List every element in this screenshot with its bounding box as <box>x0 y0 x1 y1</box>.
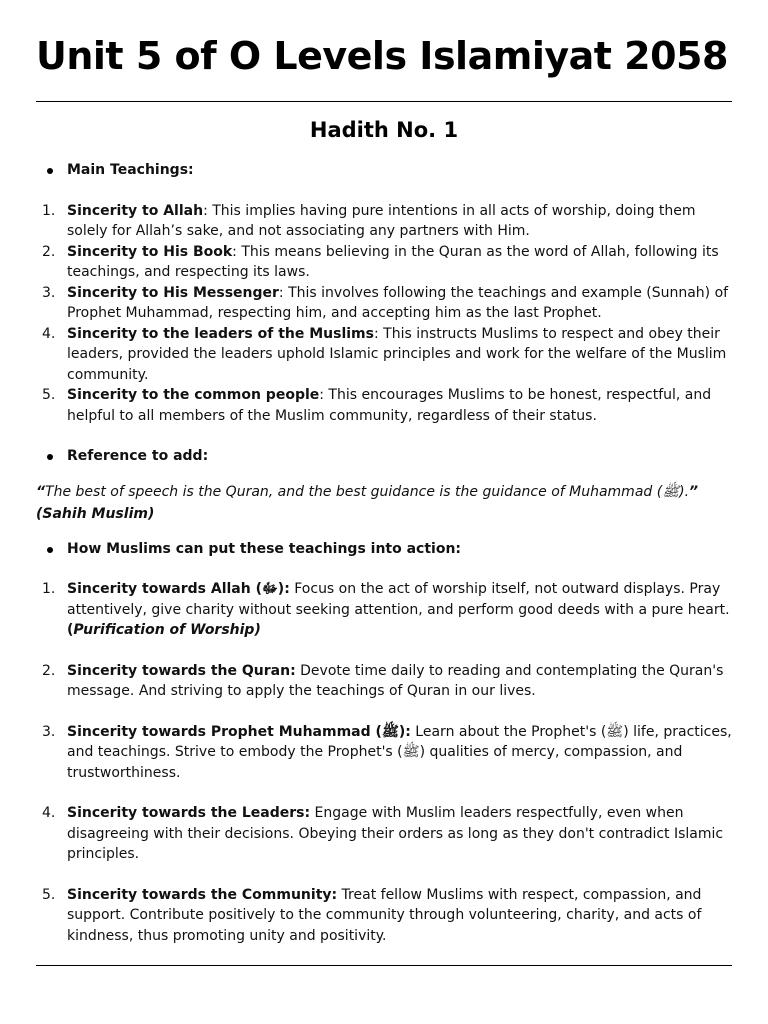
bullet-icon <box>47 454 53 460</box>
item-text: Engage with Muslim leaders respectfully, even when disagreeing with their decisions. Obeying their orders as long as they don't contradict Islamic principles. <box>67 805 724 862</box>
item-bold-lead: Sincerity to the common people <box>67 387 320 403</box>
item-bold-lead: Sincerity to Allah <box>67 202 204 219</box>
hadith-quote <box>36 481 736 525</box>
item-bold-lead: Sincerity towards the Quran: <box>67 662 296 679</box>
section-heading: Reference to add: <box>67 448 209 464</box>
section-heading: How Muslims can put these teachings into action: <box>67 540 462 557</box>
list-item <box>36 385 736 426</box>
item-number: 5. <box>42 387 56 403</box>
item-text: Treat fellow Muslims with respect, compassion, and support. Contribute positively to the community through volunteering, charity, and acts of kindness, thus promoting unity and positivity. <box>67 886 702 944</box>
list-item <box>36 661 736 702</box>
section-heading: Main Teachings: <box>67 162 194 178</box>
item-text: : This implies having pure intentions in all acts of worship, doing them solely for Allah’s sake, and not associating any partners with Him. <box>67 202 696 239</box>
item-number: 4. <box>42 805 56 821</box>
item-number: 2. <box>42 243 56 260</box>
quote-open-mark: “ <box>36 483 46 500</box>
item-text: Devote time daily to reading and contemplating the Quran's message. And striving to apply the teachings of Quran in our lives. <box>67 662 724 699</box>
page-title: Unit 5 of O Levels Islamiyat 2058 <box>36 34 728 78</box>
list-item <box>36 242 736 283</box>
list-item <box>36 885 736 947</box>
teachings-list <box>36 201 736 427</box>
item-text: : This instructs Muslims to respect and obey their leaders, provided the leaders uphold Islamic principles and work for the welfare of the Muslim community. <box>67 325 727 383</box>
item-number: 4. <box>42 325 56 342</box>
item-number: 3. <box>42 723 56 740</box>
list-item <box>36 579 736 641</box>
actions-list <box>36 579 736 946</box>
item-number: 1. <box>42 202 56 219</box>
bullet-icon <box>47 168 53 174</box>
bottom-divider <box>36 965 732 966</box>
item-text: Focus on the act of worship itself, not outward displays. Pray attentively, give charity without seeking attention, and perform good deeds with a pure heart. <box>67 581 730 618</box>
item-number: 1. <box>42 581 56 597</box>
content-body <box>36 160 736 946</box>
item-bold-lead: Sincerity towards Prophet Muhammad (ﷺ): <box>67 723 411 740</box>
item-note: Purification of Worship) <box>73 622 261 638</box>
top-divider <box>36 101 732 102</box>
section-main-teachings <box>36 160 736 181</box>
list-item <box>36 803 736 865</box>
item-number: 5. <box>42 886 56 903</box>
section-reference <box>36 446 736 467</box>
item-number: 3. <box>42 284 56 301</box>
item-bold-lead: Sincerity towards the Community: <box>67 886 338 903</box>
item-text: : This means believing in the Quran as the word of Allah, following its teachings, and respecting its laws. <box>67 243 719 280</box>
bullet-icon <box>47 547 53 553</box>
quote-source: (Sahih Muslim) <box>36 505 155 522</box>
list-item <box>36 201 736 242</box>
list-item <box>36 722 736 784</box>
quote-text: The best of speech is the Quran, and the best guidance is the guidance of Muhammad (ﷺ). <box>45 483 690 500</box>
item-bold-lead: Sincerity towards Allah (ﷻ): <box>67 581 290 597</box>
section-action <box>36 539 736 560</box>
item-text: : This involves following the teachings and example (Sunnah) of Prophet Muhammad, respecting him, and accepting him as the last Prophet. <box>67 284 729 321</box>
item-bold-lead: Sincerity to the leaders of the Muslims <box>67 325 374 342</box>
item-number: 2. <box>42 662 56 679</box>
item-text: : This encourages Muslims to be honest, respectful, and helpful to all members of the Muslim community, regardless of their status. <box>67 387 712 424</box>
hadith-heading: Hadith No. 1 <box>309 118 459 142</box>
quote-close-mark: ” <box>689 483 699 500</box>
item-bold-lead: Sincerity to His Messenger <box>67 284 279 301</box>
item-paren-open: ( <box>67 622 74 638</box>
item-bold-lead: Sincerity to His Book <box>67 243 233 260</box>
item-bold-lead: Sincerity towards the Leaders: <box>67 805 311 821</box>
list-item <box>36 324 736 386</box>
list-item <box>36 283 736 324</box>
item-text: Learn about the Prophet's (ﷺ) life, practices, and teachings. Strive to embody the Prophet's (ﷺ) qualities of mercy, compassion, and trustworthiness. <box>67 723 732 781</box>
